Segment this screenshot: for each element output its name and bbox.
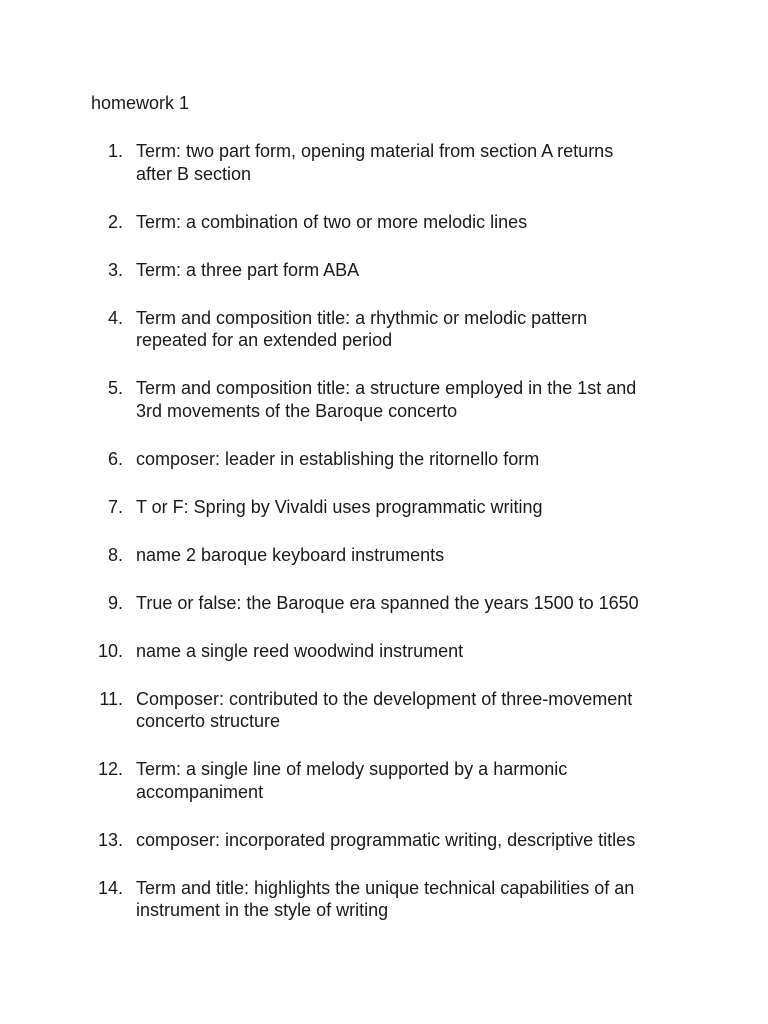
question-number: 4.: [107, 307, 123, 328]
question-text: name 2 baroque keyboard instruments: [136, 544, 445, 565]
question-number: 10.: [97, 640, 123, 661]
question-text: Term: a single line of melody supported by a harmonic accompaniment: [136, 759, 568, 802]
question-number: 12.: [97, 759, 123, 779]
question-list: [0, 140, 768, 947]
question-number: 1.: [107, 141, 123, 161]
list-item: [0, 496, 768, 519]
list-item: [0, 688, 768, 733]
question-text: composer: incorporated programmatic writing, descriptive titles: [136, 829, 636, 850]
list-item: [0, 377, 768, 422]
list-item: [0, 829, 768, 852]
question-number: 2.: [107, 211, 123, 232]
question-text: Term and composition title: a rhythmic or melodic pattern repeated for an extended period: [136, 307, 588, 350]
list-item: [0, 307, 768, 352]
list-item: [0, 544, 768, 567]
question-text: Term: two part form, opening material from section A returns after B section: [136, 141, 614, 184]
question-text: name a single reed woodwind instrument: [136, 640, 464, 661]
question-number: 14.: [97, 877, 123, 898]
question-number: 3.: [107, 259, 123, 280]
question-text: Term: a combination of two or more melodic lines: [136, 211, 528, 232]
list-item: [0, 758, 768, 803]
question-number: 6.: [107, 448, 123, 469]
question-text: Term and composition title: a structure employed in the 1st and 3rd movements of the Baroque concerto: [136, 378, 637, 421]
list-item: [0, 211, 768, 234]
question-number: 11.: [99, 688, 123, 709]
list-item: [0, 592, 768, 615]
question-number: 8.: [107, 544, 123, 565]
question-number: 13.: [97, 829, 123, 850]
question-text: Term: a three part form ABA: [136, 259, 360, 280]
document-title: homework 1: [91, 93, 190, 113]
question-number: 9.: [107, 592, 123, 613]
question-number: 5.: [107, 378, 123, 398]
list-item: [0, 448, 768, 471]
question-text: Term and title: highlights the unique technical capabilities of an instrument in the style of writing: [136, 877, 635, 920]
question-text: True or false: the Baroque era spanned the years 1500 to 1650: [136, 592, 639, 613]
list-item: [0, 140, 768, 185]
list-item: [0, 877, 768, 922]
question-text: T or F: Spring by Vivaldi uses programmatic writing: [136, 496, 543, 517]
question-text: composer: leader in establishing the ritornello form: [136, 448, 540, 469]
list-item: [0, 259, 768, 282]
question-number: 7.: [107, 496, 123, 517]
question-text: Composer: contributed to the development of three-movement concerto structure: [136, 688, 633, 731]
list-item: [0, 640, 768, 663]
